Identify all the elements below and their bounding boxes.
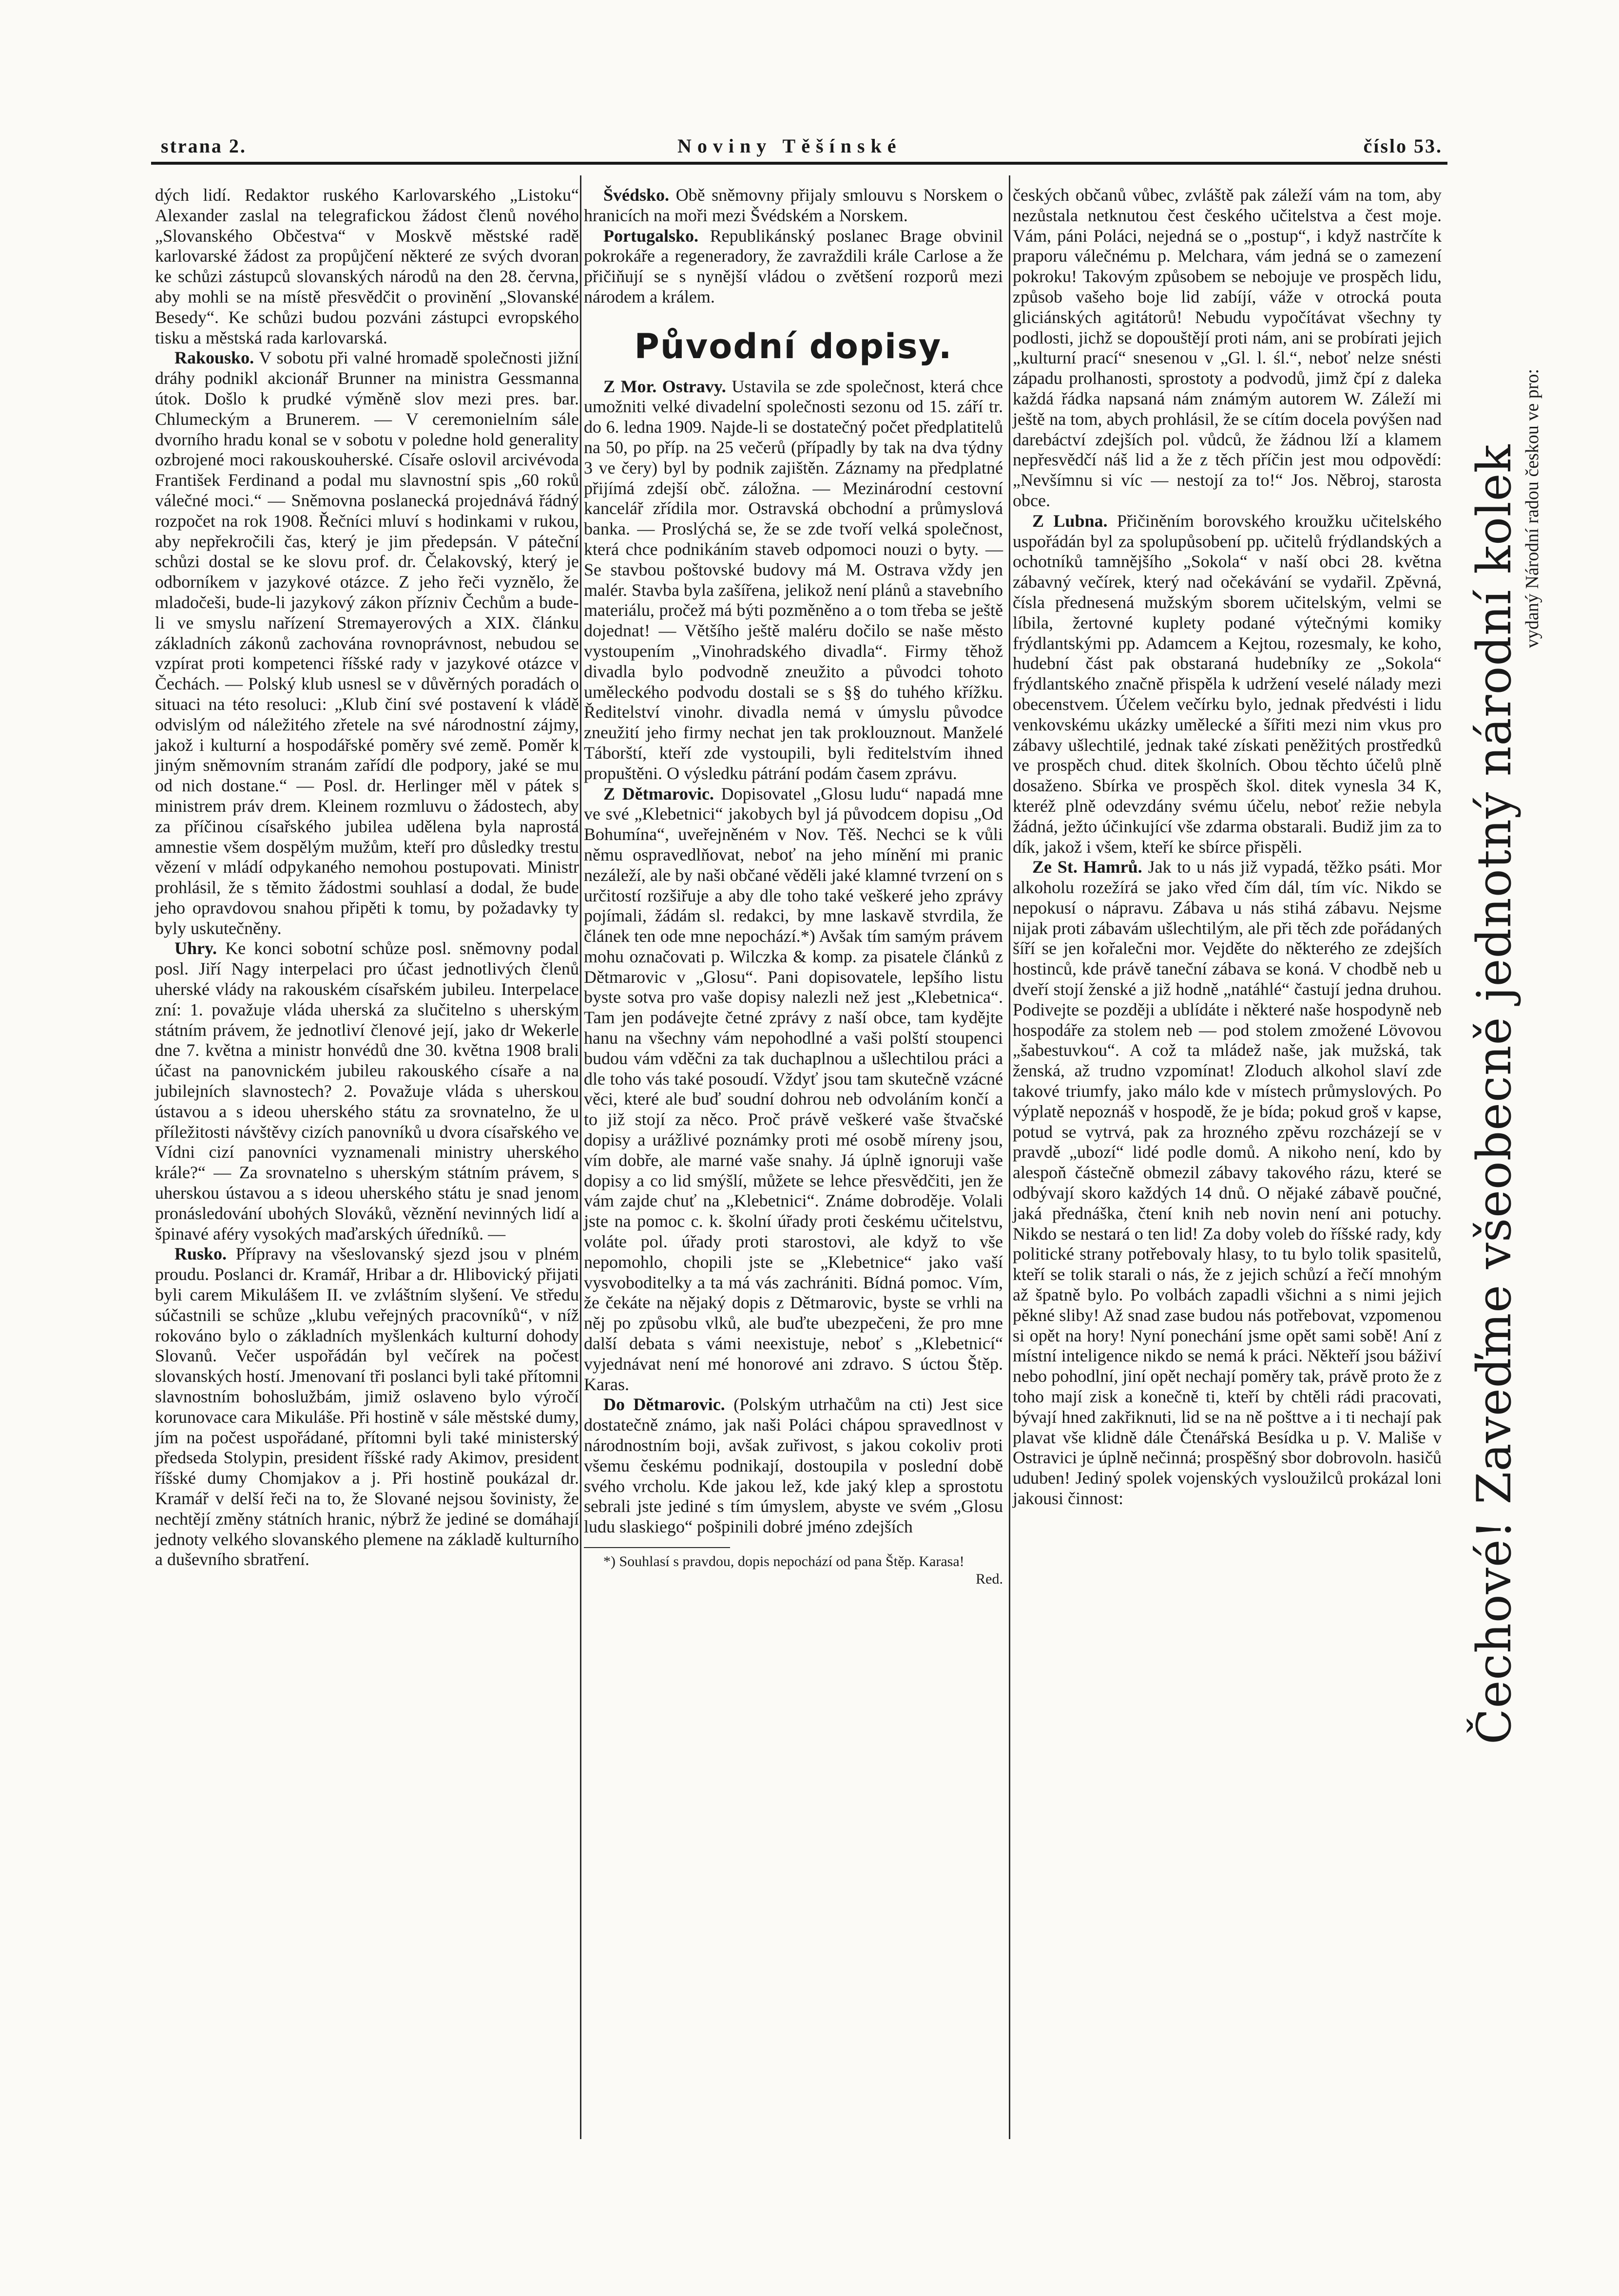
paragraph-lead: Z Mor. Ostravy.: [603, 376, 726, 396]
side-banner-text: Čechové! Zaveďme všeobecně jednotný národní kolek: [1467, 444, 1522, 1744]
column-1: [155, 185, 579, 1570]
column-divider: [580, 175, 581, 2139]
paragraph-lubna: Z Lubna. Přičiněním borovského kroužku učitelského uspořádán byl za spolupůsobení pp. učitelů frýdlandských a ochotníků tamnějšího „Sokola“ v naší obci 28. května zábavný večírek, který nad očekávání se vydařil. Zpěvná, čísla přednesená mužským sborem učitelským, velmi se líbila, žertovné kuplety podané výtečnými komiky frýdlantskými pp. Adamcem a Kejtou, rozesmaly, ke koho, hudební část pak obstaraná hudebníky ze „Sokola“ frýdlantského značně přispěla k udržení veselé nálady mezi obecenstvem. Účelem večírku bylo, jednak předvésti i lidu venkovskému ukázky umělecké a šířiti mezi nim vkus pro zábavy ušlechtilé, jednak také získati peněžitých prostředků ve prospěch chud. ditek školních. Obou těchto účelů plně dosaženo. Sbírka ve prospěch škol. ditek vynesla 34 K, kteréž plně odevzdány svému účelu, neboť režie nebyla žádná, ježto účinkující vše zdarma obstarali. Budiž jim za to dík, jakož i všem, kteří ke sbírce přispěli.: [1013, 511, 1442, 857]
paragraph-lead: Rakousko.: [174, 348, 254, 368]
side-banner-small: vydaný Národní radou českou ve pro:: [1522, 368, 1542, 648]
paragraph-st-hamru: Ze St. Hamrů. Jak to u nás již vypadá, těžko psáti. Mor alkoholu rozežírá se jako vřed čím dál, tím víc. Nikdo se nepokusí o nápravu. Zábava u nás stihá zábavu. Nejsme nijak proti zábavám ušlechtilým, ale při těch zde pořádaných šíří se jen kořalečni mor. Vejděte do některého ze zdejších hostinců, kde právě taneční zábava se koná. V chodbě neb u dveří stojí ženské a již hodně „natáhlé“ častují jedna druhou. Podivejte se později a ublídáte i některé naše hospodyně neb hospodáře za stolem neb — pod stolem zmožené Lövovou „šabestuvkou“. A což ta mládež naše, jak mužská, tak ženská, až trudno vzpomínat! Zloduch alkohol slaví zde takové triumfy, jako málo kde v místech průmyslových. Po výplatě nepoznáš v hospodě, že je bída; pokud groš v kapse, potud se vytrvá, pak za hrozného zpěvu rozcházejí se v pravdě „ubozí“ lidé podle domů. A nikoho není, kdo by alespoň částečně obmezil zábavy takového rázu, které se odbývají skoro každých 14 dnů. O nějaké zábavě poučné, jaká přednáška, čtení knih neb novin není ani potuchy. Nikdo se nestará o ten lid! Za doby voleb do říšské rady, kdy politické strany potřebovaly hlasy, to tu bylo tolik spasitelů, kteří se tolik starali o nás, že z jejich schůzí a řečí mnohým až špatně bylo. Po volbách zapadli všichni a s nimi jejich pěkné sliby! Až snad zase budou nás potřebovat, vzpomenou si opět na hory! Nyní ponechání jsme opět sami sobě! Aní z místní inteligence nikdo se nemá k práci. Někteří jsou báživí nebo pohodlní, jiní opět nechají poměry tak, právě proto že z toho mají zisk a konečně ti, kteří by chtěli rádi pracovati, bývají hned zakřiknuti, lid se na ně pošttve a i ti nechají pak plavat vše klidně dále Čtenářská Besídka u p. V. Mališe v Ostravici je úplně nečinná; prospěšný sbor dobrovoln. hasičů uduben! Jediný spolek vojenských vysloužilců prokázal loni jakousi činnost:: [1013, 857, 1442, 1508]
page-header: [151, 131, 1447, 165]
paragraph-lead: Z Dětmarovic.: [603, 784, 714, 804]
column-3: [1013, 185, 1442, 1509]
paragraph-detmarovice: Z Dětmarovic. Dopisovatel „Glosu ludu“ napadá mne ve své „Klebetnici“ jakobych byl já původcem dopisu „Od Bohumína“, uveřejněném v Nov. Těš. Nechci se k vůli němu ospravedlňovat, neboť na jeho mínění mi pranic nezáleží, ale by naši občané věděli jaké klamné tvrzení on s určitostí rozšiřuje a aby dle toho také veškeré jeho zprávy pojímali, žádám sl. redakci, by mne laskavě stvrdila, že článek ten ode mne nepochází.*) Avšak tím samým právem mohu označovati p. Wilczka & komp. za pisatele článků z Dětmarovic v „Glosu“. Pani dopisovatele, lepšího listu byste sotva pro vaše dopisy nalezli než jest „Klebetnica“. Tam jen podávejte četné zprávy z naší obce, tam kydějte hanu na všechny vám nepohodlné a vaši polští stoupenci budou vám vděčni za tak duchaplnou a ušlechtilou práci a dle toho vás také posoudí. Vždyť jsou tam skutečně vzácné věci, které ale buď soudní dohrou neb odvoláním končí a to již stojí za něco. Proč právě veškeré vaše štvačské dopisy a urážlivé poznámky proti mé osobě míreny jsou, vím dobře, ale marné vaše snahy. Já úplně ignoruji vaše dopisy a co lid smýšlí, můžete se lehce přesvědčiti, jen že vám zajde chuť na „Klebetnici“. Známe dobrodějе. Volali jste na pomoc c. k. školní úřady proti českému učitelstvu, voláte pol. úřady proti starostovi, ale když to vše nepomohlo, chopili jste se „Klebetnice“ jako vaší vysvoboditelky a ta má vás zachrániti. Bídná pomoc. Vím, že čekáte na nějaký dopis z Dětmarovic, byste se vrhli na něj po způsobu vlků, ale buďte ubezpečeni, že pro mne další debata s vámi neexistuje, neboť s „Klebetnicí“ vyjednávat není mé honorové ani zdravo. S úctou Štěp. Karas.: [584, 784, 1003, 1394]
issue-number: číslo 53.: [1363, 135, 1443, 157]
paragraph-lead: Portugalsko.: [603, 226, 699, 246]
paragraph-uhry: Uhry. Ke konci sobotní schůze posl. sněmovny podal posl. Jiří Nagy interpelaci pro účast jednotlivých členů uherské vlády na rakouském císařském jubileu. Interpelace zní: 1. považuje vláda uherská za slučitelno s uherským státním právem, že jednotliví členové její, jako dr Wekerle dne 7. května a ministr honvédů dne 30. května 1908 brali účast na panovnickém jubileu rakouského císaře a na jubilejních slavnostech? 2. Považuje vláda s uherskou ústavou a s ideou uherského státu za srovnatelno, že u příležitosti návštěvy cizích panovníků u dvora císařského ve Vídni cizí panovníci vyznamenali ministry uherského krále?“ — Za srovnatelno s uherským státním právem, s uherskou ústavou a s ideou uherského státu je snad jenom pronásledování ubohých Slováků, věznění nevinných lidí a špinavé aféry vysokých maďarských úředníků. —: [155, 938, 579, 1244]
paragraph: českých občanů vůbec, zvláště pak záleží vám na tom, aby nezůstala netknutou čest českého učitelstva a čest moje. Vám, páni Poláci, nejedná se o „postup“, i když nastrčíte k praporu válečnému p. Melchara, vám jedná se o zamezení pokroku! Takovým způsobem se nebojuje ve prospěch lidu, způsob vašeho boje lid zabíjí, váže v otrocká pouta gliciánských agitátorů! Nebudu vypočítávat všechny ty podlosti, jichž se dopouštějí proti nám, ani se probírati jejich „kulturní prací“ snesenou v „Gl. l. śl.“, neboť nelze snésti západu prolhanosti, sprostoty a podvodů, jimž čpí z daleka každá řádka napsaná nám známým autorem W. Záleží mi ještě na tom, abych prohlásil, že se cítím docela povýšen nad darebáctví zdejších pol. vůdců, že žádnou lží a klamem nepřesvědčí náš lid a že z těch příčin jest mou odpovědí: „Nevšímnu si víc — nestojí za to!“ Jos. Něbroj, starosta obce.: [1013, 185, 1442, 510]
paragraph-lead: Rusko.: [174, 1244, 227, 1264]
footnote-signature: Red.: [976, 1571, 1003, 1587]
paragraph: dých lidí. Redaktor ruského Karlovarského „Listoku“ Alexander zaslal na telegrafickou žádost členů nového „Slovanského Občestva“ v Moskvě městské radě karlovarské žádost za propůjčení některé ze svých dvoran ke schůzi zástupců slovanských národů na den 28. června, aby mohli se na místě přesvědčit o provinění „Slovanské Besedy“. Ke schůzi budou pozváni zástupci evropského tisku a městská rada karlovarská.: [155, 185, 579, 347]
newspaper-title: Noviny Těšínské: [677, 135, 902, 157]
footnote-rule: [584, 1547, 730, 1548]
paragraph-lead: Do Dětmarovic.: [603, 1395, 725, 1415]
page-number: strana 2.: [161, 135, 247, 157]
section-title: Původní dopisy.: [634, 326, 953, 366]
paragraph-rusko: Rusko. Přípravy na všeslovanský sjezd jsou v plném proudu. Poslanci dr. Kramář, Hribar a dr. Hlibovický přijati byli carem Mikulášem II. ve zvláštním slyšení. Ve středu súčastnili se schůze „klubu veřejných pracovníků“, v níž rokováno bylo o základních myšlenkách kulturní dohody Slovanů. Večer uspořádán byl večírek na počest slovanských hostí. Jmenovaní tři poslanci byli také přítomni slavnostním bohoslužbám, jimiž oslaveno bylo výročí korunovace cara Mikuláše. Při hostině v sále městské dumy, jím na počest uspořádané, přítomni byli také ministerský předseda Stolypin, president říšské rady Akimov, president říšské dumy Chomjakov a j. Při hostině poukázal dr. Kramář v delší řeči na to, že Slované nejsou šovinisty, že nechtějí změny státních hranic, nýbrž že jediné se domáhají jednoty velkého slovanského plemene na základě kulturního a duševního sbratření.: [155, 1244, 579, 1569]
paragraph-lead: Z Lubna.: [1032, 511, 1108, 531]
column-2: [584, 185, 1003, 1588]
paragraph-ostrava: Z Mor. Ostravy. Ustavila se zde společnost, která chce umožniti velké divadelní společnosti sezonu od 15. září tr. do 6. ledna 1909. Najde-li se dostatečný počet předplatitelů na 50, po příp. na 25 večerů (případly by tak na dva týdny 3 ve čery) byl by podnik zajištěn. Záznamy na předplatné přijímá zdejší obč. záložna. — Mezinárodní cestovní kancelář zřídila mor. Ostravská obchodní a průmyslová banka. — Proslýchá se, že se zde tvoří velká společnost, která chce podnikáním staveb odpomoci nouzi o byty. — Se stavbou poštovské budovy má M. Ostrava vždy jen malér. Stavba byla zašířena, jelikož není plánů a stavebního materiálu, pročež má býti pozměněno a o tom třeba se ještě dojednat! — Většího ještě maléru dočilo se naše město vystoupením „Vinohradského divadla“. Firmy těhož divadla bylo podvodně zneužito a původci tohoto uměleckého podvodu dostali se s §§ do tuhého křížku. Ředitelství vinohr. divadla nemá v úmyslu původce zneužití jeho firmy nechat jen tak proklouznout. Manželé Táborští, kteří zde vystoupili, byli ředitelstvím ihned propuštěni. O výsledku pátrání podám časem zprávu.: [584, 376, 1003, 783]
column-divider: [1009, 175, 1010, 2139]
side-banner: [1467, 444, 1522, 1744]
header-rule: [151, 162, 1447, 165]
paragraph-svedsko: Švédsko. Obě sněmovny přijaly smlouvu s Norskem o hranicích na moři mezi Švédském a Norskem.: [584, 185, 1003, 225]
paragraph-lead: Švédsko.: [603, 185, 670, 205]
footnote: *) Souhlasí s pravdou, dopis nepochází od pana Štěp. Karasa! Red.: [603, 1553, 1003, 1587]
paragraph-portugalsko: Portugalsko. Republikánský poslanec Brage obvinil pokrokáře a regeneradory, že zavraždili krále Carlose a že přičiňují se s nynější vládou o zvětšení rozporů mezi národem a králem.: [584, 226, 1003, 306]
paragraph-do-detmarovic: Do Dětmarovic. (Polským utrhačům na cti) Jest sice dostatečně známo, jak naši Poláci chápou spravedlnost v národnostním boji, avšak zuřivost, s jakou cokoliv proti všemu českému podnikají, dostoupila v poslední době svého vrcholu. Kde jakou lež, kde jaký klep a sprostotu sebrali jste jediné s tím úmyslem, abyste ve svém „Glosu ludu slaskiego“ pošpinili dobré jméno zdejších: [584, 1395, 1003, 1537]
paragraph-lead: Ze St. Hamrů.: [1032, 857, 1142, 877]
paragraph-lead: Uhry.: [174, 938, 217, 958]
paragraph-rakousko: Rakousko. V sobotu při valné hromadě společnosti jižní dráhy podnikl akcionář Brunner na ministra Gessmanna útok. Došlo k prudké výměně slov mezi pres. bar. Chlumeckým a Brunerem. — V ceremonielním sále dvorního hradu konal se v sobotu v poledne hold generality ozbrojené moci rakouskouherské. Císaře oslovil arcivévoda František Ferdinand a podal mu slavnostní spis „60 roků válečné moci.“ — Sněmovna poslanecká projednává řádný rozpočet na rok 1908. Řečníci mluví s hodinkami v rukou, aby nepřekročili čas, který je jim předepsán. V páteční schůzi dostal se ke slovu prof. dr. Čelakovský, který je odborníkem v jazykové otázce. Z jeho řeči vyznělo, že mladočeši, bude-li jazykový zákon přízniv Čechům a bude-li ve smyslu nařízení Stremayerových a XIX. článku základních zákonů zachována rovnoprávnost, nebudou se vzpírat proti kompetenci říšské rady v jazykové otázce v Čechách. — Polský klub usnesl se v důvěrných poradách o situaci na této resoluci: „Klub činí své postavení k vládě odvislým od náležitého zřetele na své národnostní zájmy, jakož i kulturní a hospodářské poměry své země. Poměr k jiným sněmovním stranám zařídí dle podpory, jaké se mu od nich dostane.“ — Posl. dr. Herlinger měl v pátek s ministrem práv drem. Kleinem rozmluvu o žádostech, aby za příčinou císařského jubilea udělena byla naprostá amnestie všem dospělým mužům, kteří pro důsledky trestu vězení v mládí odpykaného nemohou postupovati. Ministr prohlásil, že s těmito žádostmi souhlasí a dodal, že bude jeho opravdovou snahou připěti k tomu, by požadavky ty byly uskutečněny.: [155, 348, 579, 938]
